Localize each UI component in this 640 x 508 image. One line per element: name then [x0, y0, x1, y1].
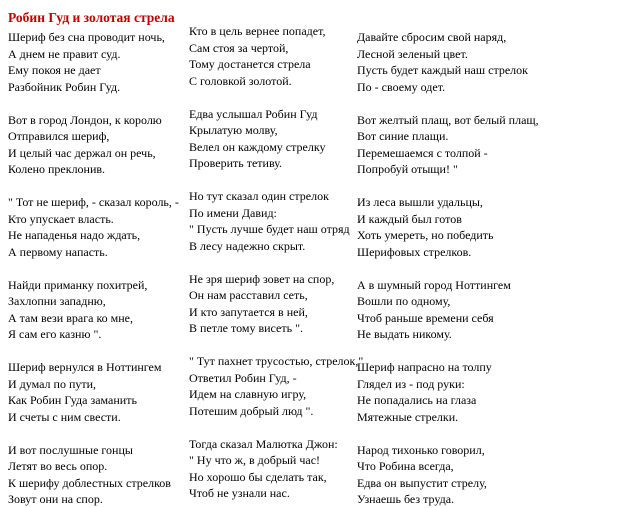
stanza: [189, 188, 363, 254]
verse-line: Попробуй отыщи! ": [357, 162, 458, 176]
verse-line: Как Робин Гуда заманить: [8, 393, 137, 407]
verse-line: Мятежные стрелки.: [357, 409, 459, 424]
stanza: [8, 277, 179, 343]
verse-line: Ему покоя не дает: [8, 63, 101, 77]
stanza: [357, 29, 539, 95]
verse-line: Крылатую молву,: [189, 123, 278, 137]
stanza: [357, 359, 539, 425]
verse-line: Ответил Робин Гуд, -: [189, 370, 297, 385]
stanza: [357, 194, 539, 260]
verse-line: А первому напасть.: [8, 244, 108, 259]
verse-line: И каждый был готов: [357, 211, 462, 226]
stanza: [8, 442, 179, 508]
verse-line: По - своему одет.: [357, 79, 446, 94]
verse-line: Захлопни западню,: [8, 294, 106, 308]
verse-line: Но тут сказал один стрелок: [189, 189, 329, 203]
verse-line: Я сам его казню ".: [8, 327, 102, 341]
verse-line: Не выдать никому.: [357, 327, 452, 341]
verse-line: Сам стоя за чертой,: [189, 40, 289, 55]
verse-line: Вот синие плащи.: [357, 129, 449, 143]
verse-line: Тогда сказал Малютка Джон:: [189, 436, 338, 451]
verse-line: Тому достанется стрела: [189, 57, 311, 71]
verse-line: Шериф без сна проводит ночь,: [8, 30, 165, 44]
stanza: [189, 106, 363, 172]
verse-line: Шериф вернулся в Ноттингем: [8, 360, 162, 374]
verse-line: Отправился шериф,: [8, 129, 110, 143]
verse-line: Хоть умереть, но победить: [357, 228, 494, 242]
verse-line: А днем не правит суд.: [8, 46, 121, 61]
verse-line: И целый час держал он речь,: [8, 145, 156, 160]
verse-line: Вот в город Лондон, к королю: [8, 112, 162, 127]
stanza: [8, 194, 179, 260]
verse-line: Найди приманку похитрей,: [8, 277, 148, 292]
verse-line: Кто в цель вернее попадет,: [189, 24, 326, 38]
verse-line: Идем на славную игру,: [189, 387, 307, 401]
verse-line: Чтоб раньше времени себя: [357, 310, 494, 325]
verse-line: " Ну что ж, в добрый час!: [189, 453, 321, 467]
stanza: [357, 277, 539, 343]
verse-line: Не нападенья надо ждать,: [8, 228, 141, 242]
verse-line: И кто запутается в ней,: [189, 304, 308, 319]
verse-line: Перемешаемся с толпой -: [357, 145, 488, 160]
stanza: [8, 29, 179, 95]
verse-line: Разбойник Робин Гуд.: [8, 79, 121, 94]
verse-line: Лесной зеленый цвет.: [357, 46, 468, 61]
stanza: [8, 112, 179, 178]
stanza: [357, 112, 539, 178]
stanza: [189, 271, 363, 337]
verse-line: И вот послушные гонцы: [8, 442, 133, 457]
verse-line: Народ тихонько говорил,: [357, 442, 485, 457]
verse-line: " Пусть лучше будет наш отряд: [189, 222, 350, 236]
verse-line: С головкой золотой.: [189, 73, 292, 88]
verse-line: По имени Давид:: [189, 205, 277, 220]
verse-line: Он нам расставил сеть,: [189, 288, 308, 302]
stanza: [357, 442, 539, 508]
verse-line: " Тот не шериф, - сказал король, -: [8, 195, 179, 209]
verse-line: Не зря шериф зовет на спор,: [189, 271, 335, 286]
poem-column-1: [8, 29, 179, 508]
verse-line: Пусть будет каждый наш стрелок: [357, 63, 528, 77]
verse-line: Шерифовых стрелков.: [357, 244, 472, 259]
verse-line: Велел он каждому стрелку: [189, 139, 326, 154]
stanza: [189, 436, 363, 502]
verse-line: Вот желтый плащ, вот белый плащ,: [357, 112, 539, 127]
poem-column-2: [189, 23, 363, 502]
verse-line: Что Робина всегда,: [357, 459, 454, 473]
verse-line: " Тут пахнет трусостью, стрелок,": [189, 354, 364, 368]
verse-line: И счеты с ним свести.: [8, 409, 121, 424]
verse-line: Колено преклонив.: [8, 162, 106, 176]
verse-line: Шериф напрасно на толпу: [357, 360, 492, 374]
verse-line: А в шумный город Ноттингем: [357, 277, 511, 292]
verse-line: Но хорошо бы сделать так,: [189, 469, 327, 484]
verse-line: К шерифу доблестных стрелков: [8, 475, 171, 490]
verse-line: Кто упускает власть.: [8, 211, 114, 226]
verse-line: Чтоб не узнали нас.: [189, 486, 290, 500]
verse-line: Проверить тетиву.: [189, 156, 283, 170]
verse-line: Зовут они на спор.: [8, 492, 103, 506]
poem-column-3: [357, 29, 539, 508]
verse-line: Едва услышал Робин Гуд: [189, 106, 318, 121]
verse-line: Едва он выпустит стрелу,: [357, 475, 487, 490]
verse-line: Потешим добрый люд ".: [189, 403, 314, 418]
stanza: [189, 353, 363, 419]
verse-line: Вошли по одному,: [357, 294, 451, 308]
poem-title: Робин Гуд и золотая стрела: [8, 10, 175, 25]
verse-line: В петле тому висеть ".: [189, 321, 303, 335]
verse-line: Не попадались на глаза: [357, 393, 477, 407]
verse-line: И думал по пути,: [8, 376, 97, 391]
verse-line: В лесу надежно скрыт.: [189, 238, 306, 253]
verse-line: Глядел из - под руки:: [357, 376, 465, 391]
stanza: [8, 359, 179, 425]
verse-line: А там вези врага ко мне,: [8, 310, 134, 325]
verse-line: Из леса вышли удальцы,: [357, 195, 483, 209]
verse-line: Давайте сбросим свой наряд,: [357, 30, 507, 44]
stanza: [189, 23, 363, 89]
verse-line: Летят во весь опор.: [8, 459, 108, 473]
verse-line: Узнаешь без труда.: [357, 492, 455, 506]
